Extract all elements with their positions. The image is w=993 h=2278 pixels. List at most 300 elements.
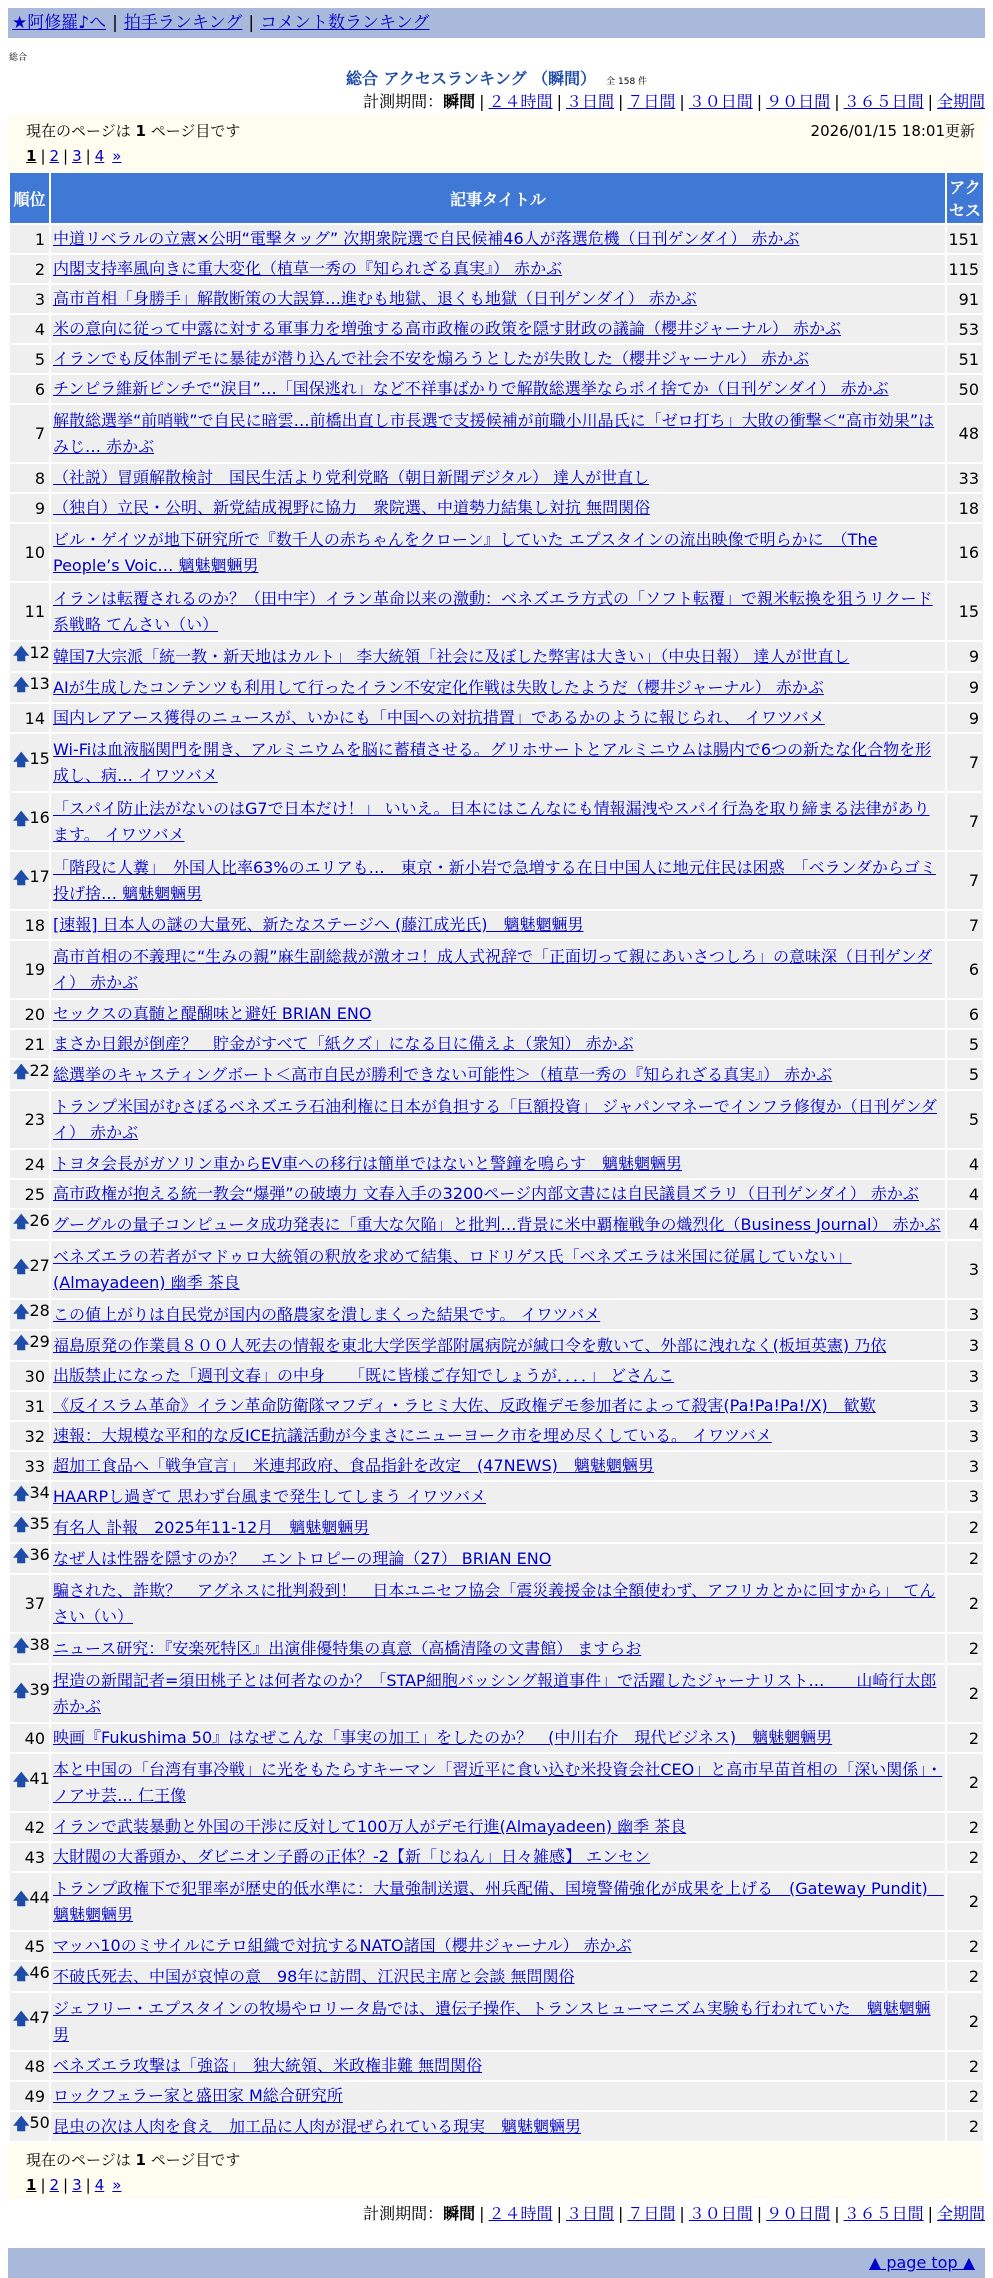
page-link[interactable]: 4 [94, 2176, 105, 2194]
rank-number: 18 [24, 915, 45, 935]
table-row [10, 1993, 983, 2050]
period-link[interactable]: ３日間 [565, 2204, 614, 2223]
article-link[interactable]: 映画『Fukushima 50』はなぜこんな「事実の加工」をしたのか？ (中川右介 現代ビジネス) 魑魅魍魎男 [53, 1728, 833, 1747]
title-cell [51, 345, 945, 373]
period-separator: | [679, 2204, 685, 2223]
title-cell [51, 2052, 945, 2080]
rank-number: 29 [29, 1332, 50, 1351]
rank-number: 1 [34, 229, 45, 249]
access-count: 2 [947, 1513, 983, 1542]
title-cell [51, 1362, 945, 1390]
access-count: 3 [947, 1482, 983, 1511]
access-count: 2 [947, 1843, 983, 1871]
rank-cell [10, 375, 49, 403]
rank-number: 13 [29, 674, 50, 693]
page-link[interactable]: 3 [72, 147, 82, 165]
article-link[interactable]: 《反イスラム革命》イラン革命防衛隊マフディ・ラヒミ大佐、反政権デモ参加者によって殺害(Pa!Pa!Pa!/X) 歓歎 [53, 1396, 876, 1415]
period-separator: | [556, 92, 562, 111]
access-count: 51 [947, 345, 983, 373]
article-link[interactable]: 「スパイ防止法がないのはG7で日本だけ！」 いいえ。日本にはこんなにも情報漏洩やスパイ行為を取り締まる法律があります。 イワツバメ [53, 798, 930, 844]
up-arrow-icon: 🡅 [13, 1770, 30, 1789]
up-arrow-icon: 🡅 [13, 1681, 30, 1700]
page-current: 1 [26, 147, 37, 165]
page-title [0, 68, 993, 90]
page-title-text: 総合 アクセスランキング （瞬間） [345, 69, 597, 88]
article-link[interactable]: 高市首相「身勝手」解散断策の大誤算…進むも地獄、退くも地獄（日刊ゲンダイ） 赤かぶ [53, 289, 697, 308]
rank-number: 6 [34, 379, 45, 399]
access-count: 2 [947, 1544, 983, 1573]
article-link[interactable]: 高市政権が抱える統一教会“爆弾”の破壊力 文春入手の3200ページ内部文書には自民議員ズラリ（日刊ゲンダイ） 赤かぶ [53, 1184, 919, 1203]
pagination-top [26, 147, 121, 165]
title-cell [51, 1091, 945, 1148]
table-row [10, 1634, 983, 1663]
up-arrow-icon: 🡅 [13, 1062, 30, 1081]
title-cell [51, 1962, 945, 1991]
title-cell [51, 464, 945, 492]
article-link[interactable]: 韓国7大宗派「統一教・新天地はカルト」 李大統領「社会に及ぼした弊害は大きい」（中央日報） 達人が世直し [53, 646, 850, 666]
table-row [10, 1392, 983, 1420]
up-arrow-icon: 🡅 [13, 1257, 30, 1276]
rank-cell [10, 315, 49, 343]
rank-cell [10, 464, 49, 492]
title-cell [51, 1754, 945, 1811]
rank-cell [10, 255, 49, 283]
access-count: 2 [947, 1932, 983, 1960]
title-cell [51, 793, 945, 850]
article-link[interactable]: まさか日銀が倒産？ 貯金がすべて「紙クズ」になる日に備えよ（衆知） 赤かぶ [53, 1034, 634, 1053]
article-link[interactable]: ビル・ゲイツが地下研究所で『数千人の赤ちゃんをクローン』していた エプスタインの流出映像で明らかに （The People’s Voic… 魑魅魍魎男 [53, 529, 878, 575]
title-cell [51, 1724, 945, 1752]
period-link[interactable]: 全期間 [936, 92, 985, 111]
ranking-table [8, 171, 985, 2143]
up-arrow-icon: 🡅 [13, 2114, 30, 2133]
period-separator: | [617, 2204, 624, 2223]
article-link[interactable]: 高市首相の不義理に“生みの親”麻生副総裁が激オコ！成人式祝辞で「正面切って親にあいさつしろ」の意味深（日刊ゲンダイ） 赤かぶ [53, 946, 932, 992]
access-count: 6 [947, 1000, 983, 1028]
page-info-top [8, 114, 985, 171]
article-link[interactable]: イランでも反体制デモに暴徒が潜り込んで社会不安を煽ろうとしたが失敗した（櫻井ジャーナル） 赤かぶ [53, 349, 809, 368]
access-count: 3 [947, 1392, 983, 1420]
up-arrow-icon: 🡅 [13, 1636, 30, 1655]
access-count: 33 [947, 464, 983, 492]
table-row [10, 1813, 983, 1841]
up-arrow-icon: 🡅 [13, 1546, 30, 1565]
category-label: 総合 [9, 53, 28, 63]
article-link[interactable]: ベネズエラの若者がマドゥロ大統領の釈放を求めて結集、ロドリゲス氏「ベネズエラは米国に従属していない」(Almayadeen) 幽季 茶良 [53, 1246, 852, 1292]
page-link[interactable]: 4 [94, 147, 105, 165]
access-count: 3 [947, 1300, 983, 1329]
up-arrow-icon: 🡅 [13, 1333, 30, 1352]
rank-cell [10, 1241, 49, 1298]
title-cell [51, 315, 945, 343]
article-link[interactable]: グーグルの量子コンピュータ成功発表に「重大な欠陥」と批判…背景に米中覇権戦争の熾烈化（Business Journal） 赤かぶ [53, 1214, 941, 1234]
table-row [10, 1422, 983, 1450]
table-row [10, 225, 983, 253]
table-row [10, 2112, 983, 2141]
access-count: 2 [947, 1813, 983, 1841]
article-link[interactable]: トランプ米国がむさぼるベネズエラ石油利権に日本が負担する「巨額投資」 ジャパンマネーでインフラ修復か（日刊ゲンダイ） 赤かぶ [53, 1096, 937, 1142]
rank-cell [10, 1300, 49, 1329]
period-link[interactable]: ３６５日間 [843, 92, 924, 111]
access-count: 4 [947, 1180, 983, 1208]
rank-cell [10, 1724, 49, 1752]
table-row [10, 1030, 983, 1058]
title-cell [51, 1331, 945, 1360]
title-cell [51, 1180, 945, 1208]
article-link[interactable]: 「階段に人糞」 外国人比率63%のエリアも… 東京・新小岩で急増する在日中国人に地元住民は困惑 「ベランダからゴミ投げ捨… 魑魅魍魎男 [53, 857, 936, 903]
table-row [10, 255, 983, 283]
table-row [10, 583, 983, 640]
next-page-link[interactable]: » [112, 2176, 122, 2194]
current-page-text: 現在のページは 1 ページ目です [26, 2151, 241, 2169]
title-cell [51, 225, 945, 253]
rank-cell [10, 1422, 49, 1450]
table-row [10, 1300, 983, 1329]
rank-number: 25 [24, 1184, 45, 1204]
title-cell [51, 583, 945, 640]
rank-cell [10, 583, 49, 640]
access-count: 2 [947, 2112, 983, 2141]
title-cell [51, 1000, 945, 1028]
rank-number: 40 [24, 1728, 45, 1748]
rank-number: 39 [29, 1680, 50, 1699]
rank-cell [10, 1575, 49, 1632]
access-count: 4 [947, 1150, 983, 1178]
table-row [10, 1060, 983, 1089]
access-count: 2 [947, 1754, 983, 1811]
rank-cell [10, 285, 49, 313]
article-link[interactable]: この値上がりは自民党が国内の酪農家を潰しまくった結果です。 イワツバメ [53, 1304, 601, 1324]
title-cell [51, 255, 945, 283]
article-link[interactable]: HAARPし過ぎて 思わず台風まで発生してしまう イワツバメ [53, 1486, 486, 1506]
title-cell [51, 642, 945, 671]
rank-number: 20 [24, 1004, 45, 1024]
page-link[interactable]: 3 [72, 2176, 82, 2194]
period-separator: | [834, 2204, 840, 2223]
rank-number: 46 [29, 1963, 50, 1982]
article-link[interactable]: 大財閥の大番頭か、ダビニオン子爵の正体？-2【新「じねん」日々雑感】 エンセン [53, 1847, 651, 1866]
article-link[interactable]: セックスの真髄と醍醐味と避妊 BRIAN ENO [53, 1004, 372, 1023]
rank-number: 26 [29, 1211, 50, 1230]
updated-time: 2026/01/15 18:01更新 [810, 122, 975, 140]
access-count: 7 [947, 852, 983, 909]
period-link[interactable]: ３日間 [565, 92, 614, 111]
page-link[interactable]: 2 [49, 147, 60, 165]
article-link[interactable]: 解散総選挙“前哨戦”で自民に暗雲…前橋出直し市長選で支援候補が前職小川晶氏に「ゼロ打ち」大敗の衝撃＜“高市効果”はみじ… 赤かぶ [53, 410, 935, 456]
article-link[interactable]: 内閣支持率風向きに重大変化（植草一秀の『知られざる真実』） 赤かぶ [53, 259, 563, 278]
access-count: 91 [947, 285, 983, 313]
table-row [10, 1180, 983, 1208]
access-count: 5 [947, 1060, 983, 1089]
table-row [10, 1210, 983, 1239]
table-row [10, 315, 983, 343]
rank-cell [10, 1932, 49, 1960]
rank-number: 19 [24, 960, 45, 979]
article-link[interactable]: 不破氏死去、中国が哀悼の意 98年に訪問、江沢民主席と会談 無問関俗 [53, 1966, 575, 1986]
table-row [10, 2052, 983, 2080]
header-title: 記事タイトル [51, 173, 945, 223]
access-count: 2 [947, 2082, 983, 2110]
article-link[interactable]: 捏造の新聞記者=須田桃子とは何者なのか？「STAP細胞バッシング報道事件」で活躍したジャーナリスト… 山崎行太郎 赤かぶ [53, 1670, 937, 1716]
period-selector-bottom [0, 2202, 985, 2226]
title-cell [51, 1843, 945, 1871]
rank-cell [10, 1962, 49, 1991]
home-link[interactable]: ★阿修羅♪へ [12, 13, 107, 33]
article-link[interactable]: ニュース研究：『安楽死特区』出演俳優特集の真意（高橋清隆の文書館） ますらお [53, 1638, 642, 1658]
table-row [10, 1544, 983, 1573]
article-link[interactable]: 福島原発の作業員８００人死去の情報を東北大学医学部附属病院が緘口令を敷いて、外部に洩れなく(板垣英憲) 乃依 [53, 1335, 887, 1355]
rank-cell [10, 642, 49, 671]
rank-number: 43 [24, 1847, 45, 1867]
rank-number: 24 [24, 1154, 45, 1174]
rank-cell [10, 1482, 49, 1511]
header-rank: 順位 [10, 173, 49, 223]
rank-cell [10, 2052, 49, 2080]
page-separator: | [85, 147, 91, 165]
pagination-bottom [26, 2176, 121, 2194]
table-row [10, 1962, 983, 1991]
rank-cell [10, 1091, 49, 1148]
rank-number: 31 [24, 1396, 45, 1416]
article-link[interactable]: イランは転覆されるのか？（田中宇）イラン革命以来の激動：ベネズエラ方式の「ソフト転覆」で親米転換を狙うリクード系戦略 てんさい（い） [53, 588, 933, 634]
rank-cell [10, 1873, 49, 1930]
period-link[interactable]: ３０日間 [688, 2204, 753, 2223]
article-link[interactable]: ベネズエラ攻撃は「強盗」 独大統領、米政権非難 無問関俗 [53, 2056, 483, 2075]
table-row [10, 852, 983, 909]
rank-cell [10, 1452, 49, 1480]
article-link[interactable]: （社説）冒頭解散検討 国民生活より党利党略（朝日新聞デジタル） 達人が世直し [53, 468, 650, 487]
table-row [10, 494, 983, 522]
up-arrow-icon: 🡅 [13, 1889, 30, 1908]
article-link[interactable]: 米の意向に従って中露に対する軍事力を増強する高市政権の政策を隠す財政の議論（櫻井ジャーナル） 赤かぶ [53, 319, 841, 338]
rank-number: 45 [24, 1936, 45, 1956]
rank-number: 10 [24, 543, 45, 562]
page-current: 1 [26, 2176, 37, 2194]
current-page-text: 現在のページは 1 ページ目です [26, 122, 241, 140]
title-cell [51, 1060, 945, 1089]
table-row [10, 1331, 983, 1360]
rank-number: 7 [34, 424, 45, 443]
rank-number: 2 [34, 259, 45, 279]
article-link[interactable]: 有名人 訃報 2025年11-12月 魑魅魍魎男 [53, 1517, 370, 1537]
article-link[interactable]: [速報] 日本人の謎の大量死、新たなステージへ (藤江成光氏) 魑魅魍魎男 [53, 915, 584, 934]
next-page-link[interactable]: » [112, 147, 122, 165]
rank-cell [10, 1060, 49, 1089]
total-count: 全 158 件 [606, 77, 648, 87]
article-link[interactable]: トランプ政権下で犯罪率が歴史的低水準に：大量強制送還、州兵配備、国境警備強化が成果を上げる (Gateway Pundit) 魑魅魍魎男 [53, 1878, 944, 1924]
rank-number: 16 [29, 808, 50, 827]
title-cell [51, 494, 945, 522]
article-link[interactable]: 国内レアアース獲得のニュースが、いかにも「中国への対抗措置」であるかのように報じられ、 イワツバメ [53, 708, 825, 727]
up-arrow-icon: 🡅 [13, 1515, 30, 1534]
period-separator: | [756, 2204, 763, 2223]
period-separator: | [834, 92, 840, 111]
table-row [10, 911, 983, 939]
article-link[interactable]: （独自）立民・公明、新党結成視野に協力 衆院選、中道勢力結集し対抗 無問関俗 [53, 498, 651, 517]
clap-ranking-link[interactable]: 拍手ランキング [123, 13, 243, 33]
article-link[interactable]: Wi-Fiは血液脳関門を開き、アルミニウムを脳に蓄積させる。グリホサートとアルミニウムは腸内で6つの新たな化合物を形成し、病… イワツバメ [53, 739, 932, 785]
article-link[interactable]: チンピラ維新ピンチで“涙目”…「国保逃れ」など不祥事ばかりで解散総選挙ならポイ捨てか（日刊ゲンダイ） 赤かぶ [53, 379, 889, 398]
article-link[interactable]: 中道リベラルの立憲×公明“電撃タッグ” 次期衆院選で自民候補46人が落選危機（日刊ゲンダイ） 赤かぶ [53, 229, 800, 248]
rank-cell [10, 1150, 49, 1178]
page-link[interactable]: 2 [49, 2176, 60, 2194]
period-separator: | [756, 92, 763, 111]
access-count: 16 [947, 524, 983, 581]
access-count: 2 [947, 1724, 983, 1752]
title-cell [51, 911, 945, 939]
up-arrow-icon: 🡅 [13, 750, 30, 769]
access-count: 3 [947, 1452, 983, 1480]
rank-cell [10, 793, 49, 850]
period-link[interactable]: 全期間 [936, 2204, 985, 2223]
title-cell [51, 1993, 945, 2050]
up-arrow-icon: 🡅 [13, 868, 30, 887]
title-cell [51, 1813, 945, 1841]
title-cell [51, 1030, 945, 1058]
rank-number: 14 [24, 708, 45, 728]
page-separator: | [85, 2176, 91, 2194]
page-top-link[interactable]: ▲ page top ▲ [868, 2253, 975, 2272]
access-count: 7 [947, 793, 983, 850]
period-link[interactable]: ３６５日間 [843, 2204, 924, 2223]
title-cell [51, 285, 945, 313]
period-link[interactable]: ３０日間 [688, 92, 753, 111]
access-count: 9 [947, 704, 983, 732]
comment-ranking-link[interactable]: コメント数ランキング [260, 13, 430, 33]
rank-cell [10, 852, 49, 909]
rank-cell [10, 1813, 49, 1841]
period-link[interactable]: ７日間 [627, 92, 676, 111]
title-cell [51, 673, 945, 702]
rank-number: 8 [34, 468, 45, 488]
period-link[interactable]: ９０日間 [766, 92, 831, 111]
page-separator: | [63, 147, 69, 165]
title-cell [51, 1575, 945, 1632]
title-cell [51, 2112, 945, 2141]
rank-number: 22 [29, 1061, 50, 1080]
rank-number: 48 [24, 2056, 45, 2076]
table-row [10, 1241, 983, 1298]
title-cell [51, 1634, 945, 1663]
article-link[interactable]: なぜ人は性器を隠すのか？ エントロピーの理論（27） BRIAN ENO [53, 1548, 552, 1568]
table-row [10, 793, 983, 850]
up-arrow-icon: 🡅 [13, 2009, 30, 2028]
table-row [10, 285, 983, 313]
access-count: 3 [947, 1422, 983, 1450]
period-link[interactable]: ２４時間 [488, 92, 553, 111]
table-row [10, 375, 983, 403]
page-info-bottom [8, 2143, 985, 2199]
access-count: 5 [947, 1030, 983, 1058]
article-link[interactable]: 昆虫の次は人肉を食え 加工品に人肉が混ぜられている現実 魑魅魍魎男 [53, 2116, 582, 2136]
title-cell [51, 852, 945, 909]
rank-number: 37 [24, 1594, 45, 1613]
access-count: 48 [947, 405, 983, 462]
rank-cell [10, 405, 49, 462]
table-row [10, 642, 983, 671]
rank-cell [10, 1392, 49, 1420]
period-current: 瞬間 [443, 2204, 476, 2223]
rank-cell [10, 1754, 49, 1811]
access-count: 2 [947, 1575, 983, 1632]
article-link[interactable]: 出版禁止になった「週刊文春」の中身 「既に皆様ご存知でしょうが．．．．」 どさんこ [53, 1366, 675, 1385]
rank-number: 41 [29, 1769, 50, 1788]
article-link[interactable]: 超加工食品へ「戦争宣言」 米連邦政府、食品指針を改定 (47NEWS) 魑魅魍魎男 [53, 1456, 654, 1475]
article-link[interactable]: イランで武装暴動と外国の干渉に反対して100万人がデモ行進(Almayadeen) 幽季 茶良 [53, 1817, 687, 1836]
table-row [10, 1091, 983, 1148]
title-cell [51, 1392, 945, 1420]
article-link[interactable]: AIが生成したコンテンツも利用して行ったイラン不安定化作戦は失敗したようだ（櫻井ジャーナル） 赤かぶ [53, 677, 824, 697]
period-link[interactable]: ７日間 [627, 2204, 676, 2223]
access-count: 3 [947, 1331, 983, 1360]
table-row [10, 1482, 983, 1511]
article-link[interactable]: ロックフェラー家と盛田家 M総合研究所 [53, 2086, 343, 2105]
rank-number: 21 [24, 1034, 45, 1054]
article-link[interactable]: ジェフリー・エプスタインの牧場やロリータ島では、遺伝子操作、トランスヒューマニズム実験も行われていた 魑魅魍魎男 [53, 1998, 931, 2044]
title-cell [51, 1241, 945, 1298]
article-link[interactable]: 総選挙のキャスティングボート＜高市自民が勝利できない可能性＞（植草一秀の『知られざる真実』） 赤かぶ [53, 1064, 833, 1084]
table-row [10, 1873, 983, 1930]
rank-number: 34 [29, 1483, 50, 1502]
rank-cell [10, 1000, 49, 1028]
article-link[interactable]: トヨタ会長がガソリン車からEV車への移行は簡単ではないと警鐘を鳴らす 魑魅魍魎男 [53, 1154, 683, 1173]
rank-cell [10, 2082, 49, 2110]
title-cell [51, 1422, 945, 1450]
access-count: 7 [947, 734, 983, 791]
period-link[interactable]: ９０日間 [766, 2204, 831, 2223]
access-count: 151 [947, 225, 983, 253]
table-row [10, 734, 983, 791]
table-row [10, 1513, 983, 1542]
access-count: 2 [947, 1634, 983, 1663]
rank-cell [10, 1331, 49, 1360]
article-link[interactable]: 本と中国の「台湾有事冷戦」に光をもたらすキーマン「習近平に食い込む米投資会社CEO」と高市早苗首相の「深い関係」・ノアサ芸… 仁王像 [53, 1759, 943, 1805]
title-cell [51, 941, 945, 998]
rank-number: 12 [29, 643, 50, 662]
title-cell [51, 1544, 945, 1573]
rank-number: 35 [29, 1514, 50, 1533]
rank-cell [10, 1544, 49, 1573]
article-link[interactable]: 騙された、詐欺？ アグネスに批判殺到！ 日本ユニセフ協会「震災義援金は全額使わず、アフリカとかに回すから」 てんさい（い） [53, 1580, 936, 1626]
title-cell [51, 1452, 945, 1480]
ranking-body [10, 225, 983, 2141]
period-separator: | [617, 92, 624, 111]
article-link[interactable]: マッハ10のミサイルにテロ組織で対抗するNATO諸国（櫻井ジャーナル） 赤かぶ [53, 1936, 632, 1955]
rank-cell [10, 734, 49, 791]
rank-cell [10, 941, 49, 998]
access-count: 2 [947, 1962, 983, 1991]
up-arrow-icon: 🡅 [13, 1302, 30, 1321]
access-count: 53 [947, 315, 983, 343]
access-count: 2 [947, 1665, 983, 1722]
up-arrow-icon: 🡅 [13, 1484, 30, 1503]
up-arrow-icon: 🡅 [13, 809, 30, 828]
rank-cell [10, 1180, 49, 1208]
article-link[interactable]: 速報：大規模な平和的な反ICE抗議活動が今まさにニューヨーク市を埋め尽くしている。 イワツバメ [53, 1426, 772, 1445]
access-count: 2 [947, 1873, 983, 1930]
period-label: 計測期間： [363, 92, 444, 111]
title-cell [51, 1873, 945, 1930]
footer-bar [8, 2248, 985, 2278]
rank-cell [10, 2112, 49, 2141]
period-link[interactable]: ２４時間 [488, 2204, 553, 2223]
rank-number: 42 [24, 1817, 45, 1837]
access-count: 3 [947, 1241, 983, 1298]
rank-cell [10, 673, 49, 702]
table-row [10, 1362, 983, 1390]
period-separator: | [479, 2204, 485, 2223]
access-count: 15 [947, 583, 983, 640]
